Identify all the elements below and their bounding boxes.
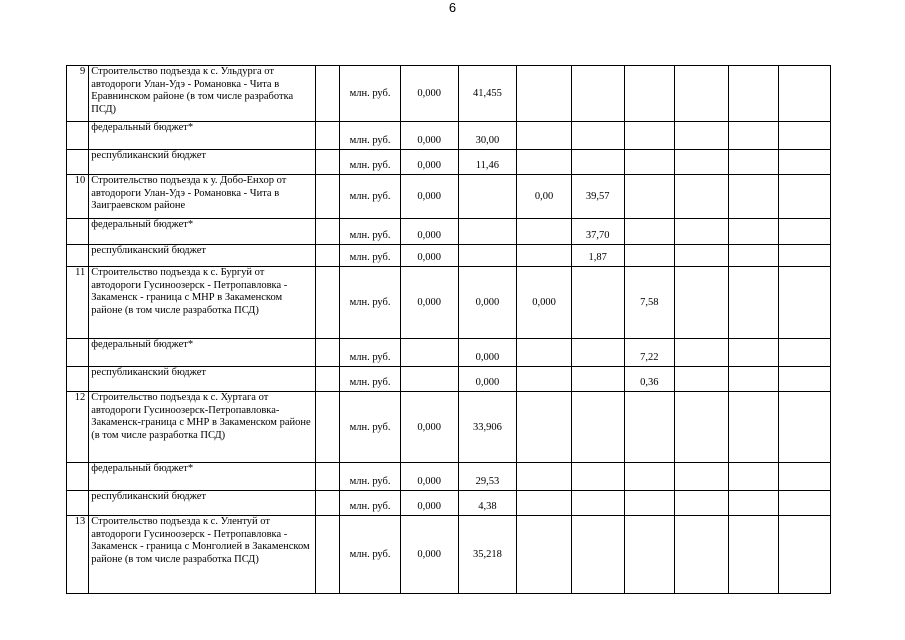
project-description: Строительство подъезда к с. Ульдурга от автодороги Улан-Удэ - Романовка - Чита в Еравнинском районе (в том числе разработка ПСД) [89, 66, 316, 122]
value-cell [517, 392, 572, 463]
row-number: 9 [67, 66, 89, 122]
unit-cell: млн. руб. [340, 175, 401, 219]
blank-cell [315, 245, 339, 267]
budget-source-row [67, 219, 831, 245]
value-cell [675, 463, 729, 491]
funding-source: федеральный бюджет* [89, 219, 316, 245]
budget-source-row [67, 150, 831, 175]
value-cell [624, 463, 675, 491]
budget-source-row [67, 367, 831, 392]
unit-cell: млн. руб. [340, 219, 401, 245]
row-number [67, 491, 89, 516]
unit-cell: млн. руб. [340, 245, 401, 267]
project-description: Строительство подъезда к у. Добо-Енхор от автодороги Улан-Удэ - Романовка - Чита в Заиграевском районе [89, 175, 316, 219]
project-row [67, 66, 831, 122]
value-cell [779, 339, 831, 367]
project-description: Строительство подъезда к с. Бургуй от автодороги Гусиноозерск - Петропавловка - Закаменск - граница с МНР в Закаменском районе (в том числе разработка ПСД) [89, 267, 316, 339]
budget-table [66, 65, 831, 594]
blank-cell [315, 392, 339, 463]
value-cell [571, 122, 624, 150]
value-cell: 35,218 [458, 516, 517, 594]
value-cell [624, 66, 675, 122]
value-cell: 0,000 [400, 267, 458, 339]
value-cell: 0,000 [458, 267, 517, 339]
row-number: 12 [67, 392, 89, 463]
value-cell [728, 516, 779, 594]
value-cell [779, 122, 831, 150]
value-cell [728, 367, 779, 392]
value-cell [728, 175, 779, 219]
value-cell [675, 267, 729, 339]
value-cell: 0,000 [400, 219, 458, 245]
value-cell: 0,000 [400, 516, 458, 594]
unit-cell: млн. руб. [340, 339, 401, 367]
unit-cell: млн. руб. [340, 122, 401, 150]
value-cell [571, 367, 624, 392]
value-cell [675, 392, 729, 463]
value-cell: 4,38 [458, 491, 517, 516]
value-cell: 0,000 [400, 245, 458, 267]
value-cell [728, 245, 779, 267]
value-cell [624, 150, 675, 175]
blank-cell [315, 175, 339, 219]
value-cell [624, 219, 675, 245]
blank-cell [315, 219, 339, 245]
budget-source-row [67, 491, 831, 516]
row-number: 10 [67, 175, 89, 219]
project-row [67, 267, 831, 339]
value-cell [624, 245, 675, 267]
blank-cell [315, 339, 339, 367]
blank-cell [315, 367, 339, 392]
value-cell [779, 175, 831, 219]
value-cell: 0,000 [400, 150, 458, 175]
value-cell [517, 367, 572, 392]
value-cell: 11,46 [458, 150, 517, 175]
budget-source-row [67, 463, 831, 491]
value-cell: 0,000 [400, 463, 458, 491]
funding-source: федеральный бюджет* [89, 122, 316, 150]
value-cell [675, 66, 729, 122]
project-row [67, 516, 831, 594]
value-cell [517, 491, 572, 516]
value-cell [728, 219, 779, 245]
value-cell: 0,36 [624, 367, 675, 392]
value-cell [675, 219, 729, 245]
blank-cell [315, 491, 339, 516]
budget-source-row [67, 245, 831, 267]
value-cell [779, 463, 831, 491]
value-cell: 0,000 [400, 122, 458, 150]
value-cell [675, 150, 729, 175]
project-row [67, 392, 831, 463]
funding-source: федеральный бюджет* [89, 339, 316, 367]
unit-cell: млн. руб. [340, 392, 401, 463]
row-number: 11 [67, 267, 89, 339]
value-cell: 0,000 [400, 392, 458, 463]
value-cell [675, 367, 729, 392]
value-cell: 33,906 [458, 392, 517, 463]
row-number: 13 [67, 516, 89, 594]
page-number: 6 [448, 0, 457, 15]
row-number [67, 367, 89, 392]
value-cell [675, 175, 729, 219]
value-cell [517, 463, 572, 491]
value-cell [675, 245, 729, 267]
value-cell [779, 150, 831, 175]
unit-cell: млн. руб. [340, 367, 401, 392]
value-cell [571, 267, 624, 339]
unit-cell: млн. руб. [340, 66, 401, 122]
value-cell [728, 339, 779, 367]
value-cell: 0,00 [517, 175, 572, 219]
blank-cell [315, 463, 339, 491]
value-cell [675, 491, 729, 516]
value-cell [571, 339, 624, 367]
blank-cell [315, 267, 339, 339]
value-cell [571, 491, 624, 516]
value-cell [517, 150, 572, 175]
value-cell [400, 339, 458, 367]
value-cell [779, 392, 831, 463]
value-cell [728, 491, 779, 516]
value-cell [675, 516, 729, 594]
value-cell [779, 245, 831, 267]
value-cell [571, 392, 624, 463]
row-number [67, 463, 89, 491]
value-cell [517, 245, 572, 267]
value-cell [517, 66, 572, 122]
funding-source: республиканский бюджет [89, 245, 316, 267]
value-cell [779, 66, 831, 122]
value-cell [458, 175, 517, 219]
value-cell [458, 219, 517, 245]
value-cell: 0,000 [400, 66, 458, 122]
value-cell [728, 267, 779, 339]
value-cell [458, 245, 517, 267]
funding-source: федеральный бюджет* [89, 463, 316, 491]
value-cell: 0,000 [458, 339, 517, 367]
value-cell [571, 150, 624, 175]
unit-cell: млн. руб. [340, 463, 401, 491]
value-cell [624, 516, 675, 594]
project-description: Строительство подъезда к с. Хуртага от автодороги Гусиноозерск-Петропавловка-Закаменск-граница с МНР в Закаменском районе (в том числе разработка ПСД) [89, 392, 316, 463]
row-number [67, 219, 89, 245]
value-cell: 1,87 [571, 245, 624, 267]
value-cell [517, 219, 572, 245]
value-cell [728, 122, 779, 150]
value-cell [517, 339, 572, 367]
unit-cell: млн. руб. [340, 516, 401, 594]
value-cell [400, 367, 458, 392]
value-cell [779, 219, 831, 245]
value-cell [728, 392, 779, 463]
budget-source-row [67, 122, 831, 150]
value-cell: 30,00 [458, 122, 517, 150]
value-cell: 37,70 [571, 219, 624, 245]
value-cell [779, 267, 831, 339]
row-number [67, 339, 89, 367]
blank-cell [315, 150, 339, 175]
project-row [67, 175, 831, 219]
value-cell [779, 516, 831, 594]
funding-source: республиканский бюджет [89, 150, 316, 175]
value-cell [571, 463, 624, 491]
value-cell [728, 150, 779, 175]
value-cell [517, 516, 572, 594]
value-cell [675, 122, 729, 150]
value-cell [517, 122, 572, 150]
row-number [67, 122, 89, 150]
value-cell [624, 491, 675, 516]
project-description: Строительство подъезда к с. Улентуй от автодороги Гусиноозерск - Петропавловка - Закаменск - граница с Монголией в Закаменском районе (в том числе разработка ПСД) [89, 516, 316, 594]
value-cell: 0,000 [400, 175, 458, 219]
row-number [67, 150, 89, 175]
value-cell [779, 491, 831, 516]
unit-cell: млн. руб. [340, 267, 401, 339]
value-cell [779, 367, 831, 392]
value-cell [624, 122, 675, 150]
value-cell [675, 339, 729, 367]
value-cell: 0,000 [458, 367, 517, 392]
row-number [67, 245, 89, 267]
funding-source: республиканский бюджет [89, 367, 316, 392]
value-cell: 0,000 [400, 491, 458, 516]
value-cell [624, 175, 675, 219]
value-cell [571, 516, 624, 594]
value-cell: 29,53 [458, 463, 517, 491]
value-cell: 0,000 [517, 267, 572, 339]
unit-cell: млн. руб. [340, 491, 401, 516]
budget-source-row [67, 339, 831, 367]
funding-source: республиканский бюджет [89, 491, 316, 516]
blank-cell [315, 516, 339, 594]
value-cell [624, 392, 675, 463]
value-cell [728, 66, 779, 122]
value-cell: 39,57 [571, 175, 624, 219]
blank-cell [315, 66, 339, 122]
value-cell: 41,455 [458, 66, 517, 122]
blank-cell [315, 122, 339, 150]
value-cell [728, 463, 779, 491]
unit-cell: млн. руб. [340, 150, 401, 175]
value-cell [571, 66, 624, 122]
value-cell: 7,58 [624, 267, 675, 339]
value-cell: 7,22 [624, 339, 675, 367]
